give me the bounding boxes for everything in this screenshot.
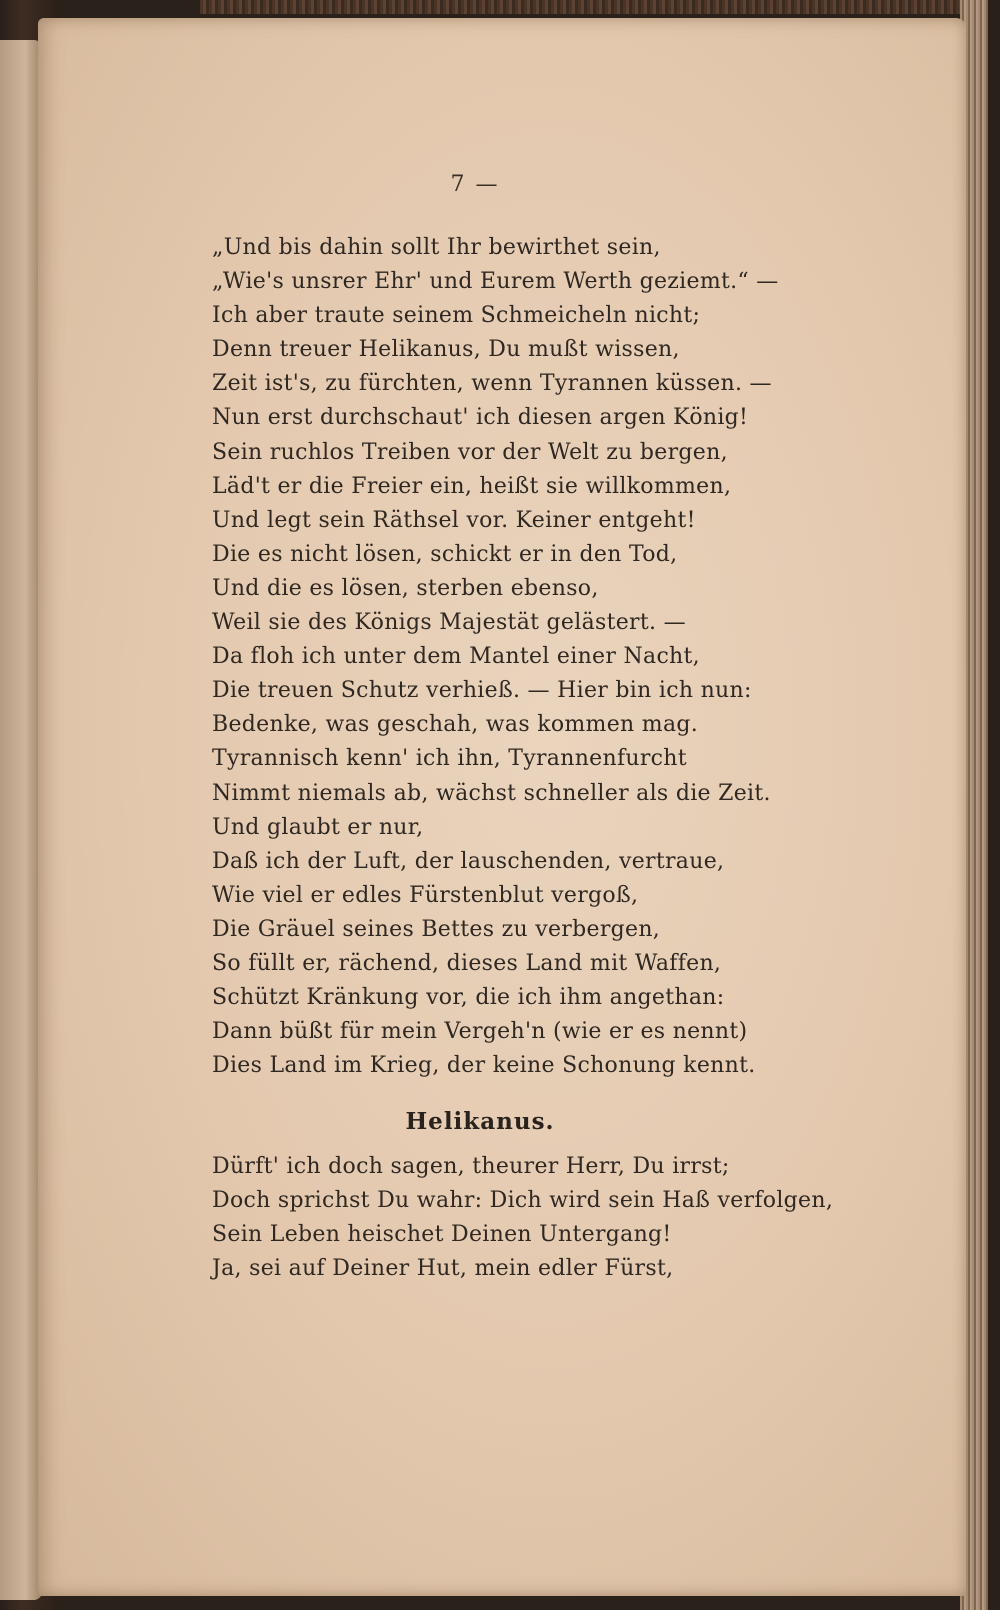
verse-line: „Und bis dahin sollt Ihr bewirthet sein, — [212, 235, 661, 260]
verse-line: Dann büßt für mein Vergeh'n (wie er es nennt) — [212, 1019, 748, 1045]
verse-line: Da floh ich unter dem Mantel einer Nacht, — [212, 644, 700, 670]
verse-line: Ja, sei auf Deiner Hut, mein edler Fürst, — [212, 1256, 674, 1282]
speaker-heading: Helikanus. — [405, 1108, 555, 1135]
verse-line: Daß ich der Luft, der lauschenden, vertraue, — [212, 848, 725, 874]
verse-line: Doch sprichst Du wahr: Dich wird sein Haß verfolgen, — [212, 1188, 834, 1214]
verse-line: Und legt sein Räthsel vor. Keiner entgeht! — [212, 507, 696, 533]
verse-line: Die Gräuel seines Bettes zu verbergen, — [212, 916, 661, 942]
verse-line: „Wie's unsrer Ehr' und Eurem Werth geziemt.“ — — [212, 269, 779, 295]
verse-line: Läd't er die Freier ein, heißt sie willkommen, — [212, 473, 732, 499]
previous-page-edge — [0, 40, 42, 1600]
verse-line: Und glaubt er nur, — [212, 814, 424, 840]
verse-line: Ich aber traute seinem Schmeicheln nicht; — [212, 303, 701, 329]
right-book-cover — [988, 0, 1000, 1610]
verse-line: Sein Leben heischet Deinen Untergang! — [212, 1222, 672, 1248]
verse-block-main — [212, 231, 852, 1083]
verse-line: Und die es lösen, sterben ebenso, — [212, 575, 599, 601]
verse-line: Bedenke, was geschah, was kommen mag. — [212, 712, 699, 738]
verse-line: Zeit ist's, zu fürchten, wenn Tyrannen küssen. — — [212, 371, 772, 397]
top-binding-edge — [200, 0, 1000, 14]
verse-line: So füllt er, rächend, dieses Land mit Waffen, — [212, 950, 722, 976]
verse-line: Weil sie des Königs Majestät gelästert. — — [212, 610, 686, 636]
verse-block-helikanus — [212, 1150, 912, 1286]
verse-line: Dürft' ich doch sagen, theurer Herr, Du irrst; — [212, 1154, 730, 1179]
verse-line: Nun erst durchschaut' ich diesen argen König! — [212, 405, 749, 431]
verse-line: Die treuen Schutz verhieß. — Hier bin ich nun: — [212, 678, 752, 704]
page-number: 7 — — [450, 172, 500, 197]
verse-line: Denn treuer Helikanus, Du mußt wissen, — [212, 337, 680, 363]
verse-line: Die es nicht lösen, schickt er in den Tod, — [212, 541, 678, 567]
verse-line: Dies Land im Krieg, der keine Schonung kennt. — [212, 1053, 756, 1079]
verse-line: Wie viel er edles Fürstenblut vergoß, — [212, 882, 639, 908]
verse-line: Sein ruchlos Treiben vor der Welt zu bergen, — [212, 439, 728, 465]
verse-line: Schützt Kränkung vor, die ich ihm angethan: — [212, 985, 725, 1011]
verse-line: Nimmt niemals ab, wächst schneller als die Zeit. — [212, 780, 771, 806]
verse-line: Tyrannisch kenn' ich ihn, Tyrannenfurcht — [212, 746, 687, 772]
